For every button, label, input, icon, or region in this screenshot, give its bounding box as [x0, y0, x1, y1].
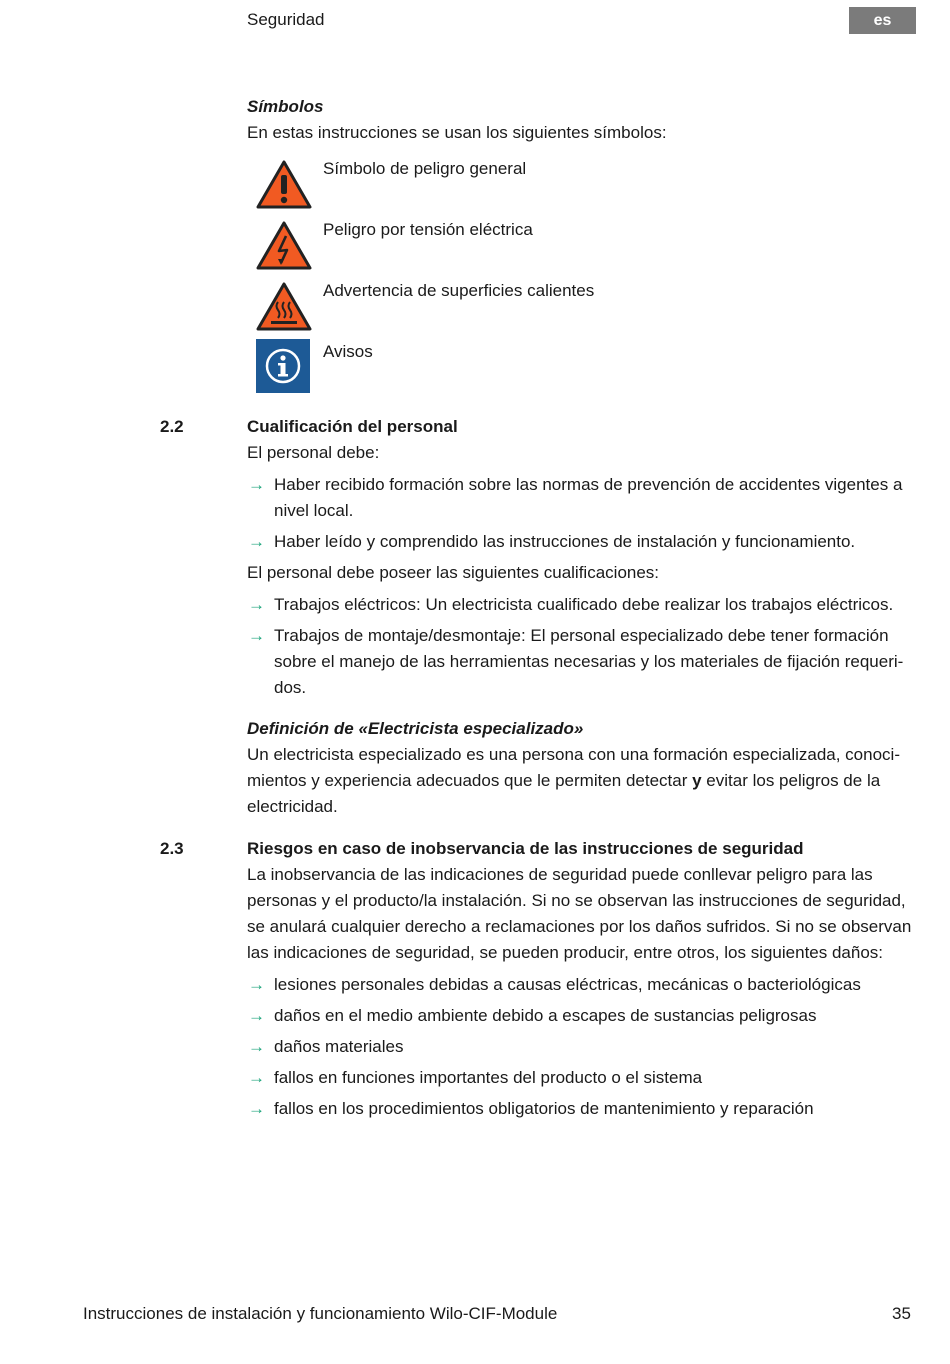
section-intro-2: El personal debe poseer las siguientes cualificaciones: — [247, 563, 660, 582]
section-title: Cualificación del personal — [247, 417, 458, 436]
symbol-label: Símbolo de peligro general — [323, 159, 527, 178]
page-content — [160, 94, 917, 1127]
info-icon — [256, 339, 310, 393]
section-number: 2.2 — [160, 417, 184, 436]
section-intro: El personal debe: — [247, 443, 380, 462]
list-item: → daños materiales — [247, 1034, 917, 1060]
section-title: Riesgos en caso de inobservancia de las instrucciones de seguridad — [247, 839, 804, 858]
arrow-right-icon: → — [248, 1037, 265, 1056]
symbol-row — [247, 337, 917, 398]
symbol-row — [247, 215, 917, 276]
symbols-intro: En estas instrucciones se usan los siguientes símbolos: — [247, 123, 667, 142]
symbol-label: Peligro por tensión eléctrica — [323, 220, 533, 239]
list-item: → Haber recibido formación sobre las normas de prevención de accidentes vigentes a nivel local. — [247, 472, 917, 524]
arrow-right-icon: → — [248, 975, 265, 994]
bullet-list — [247, 592, 917, 701]
language-badge: es — [849, 7, 916, 34]
list-item: → daños en el medio ambiente debido a escapes de sustancias peligrosas — [247, 1003, 917, 1029]
footer-doc-title: Instrucciones de instalación y funcionamiento Wilo-CIF-Module — [83, 1304, 558, 1323]
list-item: → fallos en los procedimientos obligatorios de mantenimiento y reparación — [247, 1096, 917, 1122]
arrow-right-icon: → — [248, 532, 265, 551]
electric-hazard-icon — [256, 221, 312, 271]
section-number: 2.3 — [160, 839, 184, 858]
bullet-list — [247, 972, 917, 1122]
symbol-list — [247, 154, 917, 398]
arrow-right-icon: → — [248, 1068, 265, 1087]
symbol-row — [247, 276, 917, 337]
section-2-3 — [160, 836, 917, 1122]
symbols-heading: Símbolos — [247, 97, 324, 116]
symbol-label: Avisos — [323, 342, 373, 361]
symbol-label: Advertencia de superficies calientes — [323, 281, 595, 300]
list-item: → Trabajos de montaje/desmontaje: El personal especializado debe tener formación sobre el manejo de las herramientas necesarias y los materiales de fijación requeri-dos. — [247, 623, 917, 701]
arrow-right-icon: → — [248, 626, 265, 645]
symbol-row — [247, 154, 917, 215]
arrow-right-icon: → — [248, 475, 265, 494]
section-text: La inobservancia de las indicaciones de seguridad puede conllevar peligro para las personas y el producto/la instalación. Si no se observan las instrucciones de seguridad, se anulará cualquier derecho a reclamaciones por los daños sufridos. Si no se observan las indicaciones de seguridad, se pueden producir, entre otros, los siguientes daños: — [247, 865, 912, 962]
bullet-list — [247, 472, 917, 555]
list-item: → Trabajos eléctricos: Un electricista cualificado debe realizar los trabajos eléctricos. — [247, 592, 917, 618]
list-item: → Haber leído y comprendido las instrucciones de instalación y funcionamiento. — [247, 529, 917, 555]
list-item: → lesiones personales debidas a causas eléctricas, mecánicas o bacteriológicas — [247, 972, 917, 998]
hot-surface-icon — [256, 282, 312, 332]
definition-text: Un electricista especializado es una persona con una formación especializada, conoci-mientos y experiencia adecuados que le permiten detectar y evitar los peligros de la electricidad. — [247, 745, 900, 816]
definition-heading: Definición de «Electricista especializado» — [247, 719, 584, 738]
arrow-right-icon: → — [248, 1099, 265, 1118]
list-item: → fallos en funciones importantes del producto o el sistema — [247, 1065, 917, 1091]
running-header: Seguridad — [247, 10, 325, 29]
warning-general-icon — [256, 160, 312, 210]
section-2-2 — [160, 414, 917, 820]
arrow-right-icon: → — [248, 1006, 265, 1025]
page-number: 35 — [892, 1304, 911, 1323]
arrow-right-icon: → — [248, 595, 265, 614]
